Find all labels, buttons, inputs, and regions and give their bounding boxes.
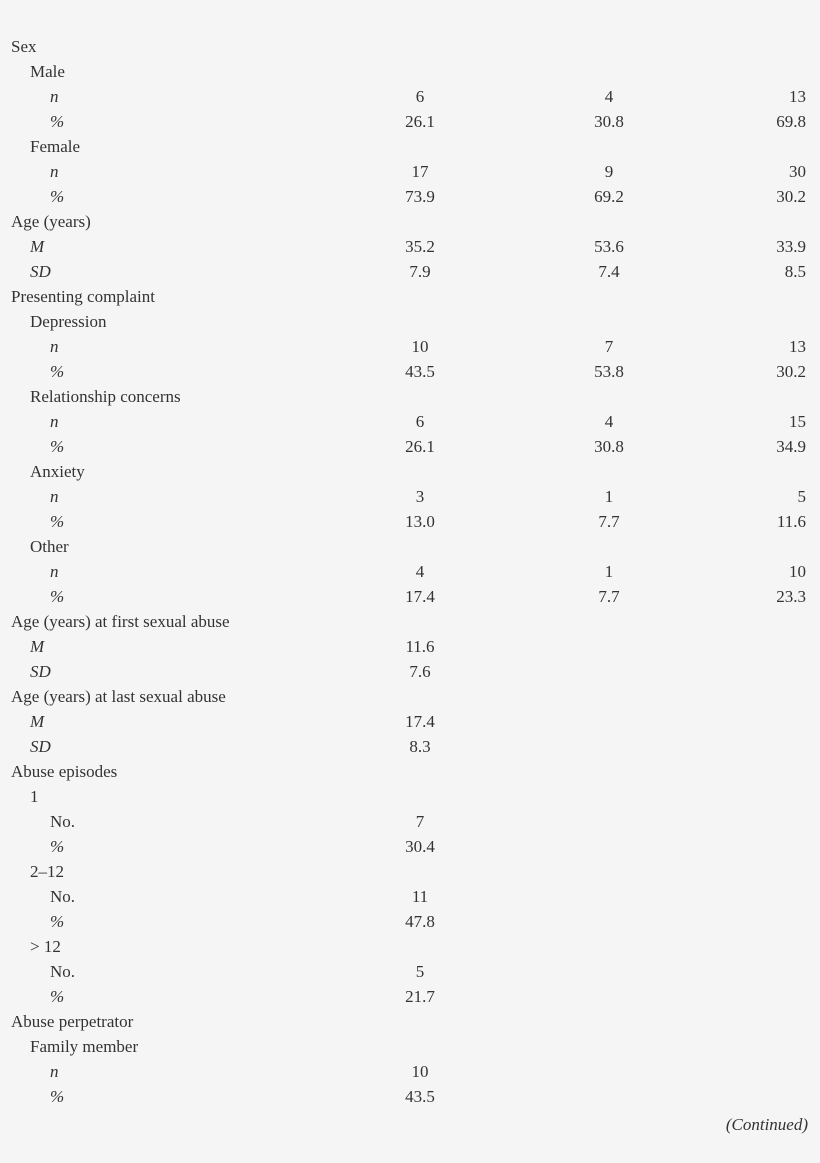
table-cell-c1: 6 — [415, 87, 425, 106]
table-row — [0, 509, 820, 534]
table-row — [0, 1034, 820, 1059]
table-cell-c1: 5 — [415, 962, 425, 981]
table-row — [0, 384, 820, 409]
table-cell-c3: 69.8 — [776, 112, 806, 131]
row-label: No. — [50, 812, 76, 831]
row-label: SD — [30, 262, 51, 281]
table-row — [0, 409, 820, 434]
row-label: Age (years) at last sexual abuse — [11, 687, 226, 706]
table-cell-c3: 5 — [797, 487, 806, 506]
table-cell-c3: 30 — [789, 162, 806, 181]
table-cell-c3: 11.6 — [776, 512, 806, 531]
table-row — [0, 659, 820, 684]
table-cell-c2: 30.8 — [594, 437, 624, 456]
data-table — [0, 34, 820, 1109]
table-row — [0, 534, 820, 559]
table-row — [0, 359, 820, 384]
table-cell-c2: 1 — [604, 487, 614, 506]
table-cell-c1: 17 — [411, 162, 429, 181]
table-row — [0, 884, 820, 909]
table-cell-c1: 43.5 — [405, 1087, 435, 1106]
table-cell-c1: 17.4 — [405, 712, 435, 731]
table-cell-c1: 11.6 — [405, 637, 435, 656]
row-label: > 12 — [30, 937, 61, 956]
table-cell-c1: 7.6 — [409, 662, 431, 681]
table-cell-c1: 11 — [411, 887, 429, 906]
table-cell-c2: 4 — [604, 412, 614, 431]
table-row — [0, 709, 820, 734]
table-row — [0, 209, 820, 234]
table-cell-c1: 30.4 — [405, 837, 435, 856]
table-cell-c3: 10 — [789, 562, 806, 581]
table-cell-c3: 23.3 — [776, 587, 806, 606]
row-label: No. — [50, 887, 76, 906]
row-label: Age (years) at first sexual abuse — [11, 612, 230, 631]
table-row — [0, 834, 820, 859]
row-label: M — [30, 237, 45, 256]
table-row — [0, 284, 820, 309]
table-cell-c3: 13 — [789, 337, 806, 356]
row-label: Male — [30, 62, 65, 81]
table-row — [0, 34, 820, 59]
table-cell-c1: 26.1 — [405, 112, 435, 131]
table-row — [0, 959, 820, 984]
table-row — [0, 584, 820, 609]
row-label: % — [50, 512, 65, 531]
table-cell-c2: 53.8 — [594, 362, 624, 381]
table-cell-c3: 30.2 — [776, 187, 806, 206]
table-row — [0, 84, 820, 109]
table-cell-c1: 17.4 — [405, 587, 435, 606]
table-cell-c1: 6 — [415, 412, 425, 431]
table-row — [0, 459, 820, 484]
table-row — [0, 134, 820, 159]
table-cell-c3: 30.2 — [776, 362, 806, 381]
continued-note: (Continued) — [725, 1115, 808, 1134]
table-cell-c2: 69.2 — [594, 187, 624, 206]
row-label: % — [50, 1087, 65, 1106]
table-cell-c2: 4 — [604, 87, 614, 106]
table-cell-c1: 13.0 — [405, 512, 435, 531]
row-label: Presenting complaint — [11, 287, 156, 306]
table-row — [0, 59, 820, 84]
table-cell-c2: 9 — [604, 162, 614, 181]
table-row — [0, 1084, 820, 1109]
table-cell-c1: 7.9 — [409, 262, 431, 281]
table-cell-c1: 26.1 — [405, 437, 435, 456]
table-row — [0, 184, 820, 209]
table-cell-c2: 53.6 — [594, 237, 624, 256]
table-row — [0, 109, 820, 134]
row-label: n — [50, 162, 59, 181]
table-row — [0, 609, 820, 634]
table-row — [0, 1009, 820, 1034]
row-label: Depression — [30, 312, 107, 331]
table-cell-c1: 73.9 — [405, 187, 435, 206]
row-label: Sex — [11, 37, 37, 56]
row-label: % — [50, 187, 65, 206]
table-row — [0, 234, 820, 259]
table-cell-c1: 7 — [415, 812, 425, 831]
row-label: Family member — [30, 1037, 139, 1056]
table-row — [0, 309, 820, 334]
row-label: % — [50, 837, 65, 856]
table-row — [0, 684, 820, 709]
row-label: n — [50, 87, 59, 106]
row-label: 1 — [30, 787, 39, 806]
table-cell-c3: 34.9 — [776, 437, 806, 456]
table-cell-c1: 3 — [415, 487, 425, 506]
table-cell-c1: 10 — [411, 1062, 429, 1081]
table-row — [0, 784, 820, 809]
row-label: M — [30, 637, 45, 656]
row-label: n — [50, 1062, 59, 1081]
table-cell-c1: 8.3 — [409, 737, 431, 756]
table-row — [0, 559, 820, 584]
row-label: Other — [30, 537, 69, 556]
row-label: SD — [30, 737, 51, 756]
table-row — [0, 859, 820, 884]
table-cell-c2: 7.4 — [598, 262, 620, 281]
row-label: % — [50, 987, 65, 1006]
table-cell-c3: 13 — [789, 87, 806, 106]
table-row — [0, 159, 820, 184]
row-label: n — [50, 562, 59, 581]
table-cell-c3: 15 — [789, 412, 806, 431]
table-cell-c1: 10 — [411, 337, 429, 356]
table-cell-c1: 21.7 — [405, 987, 435, 1006]
table-cell-c1: 4 — [415, 562, 425, 581]
row-label: % — [50, 912, 65, 931]
table-row — [0, 259, 820, 284]
row-label: n — [50, 487, 59, 506]
table-row — [0, 934, 820, 959]
row-label: M — [30, 712, 45, 731]
table-row — [0, 984, 820, 1009]
table-row — [0, 484, 820, 509]
row-label: Age (years) — [11, 212, 91, 231]
table-cell-c2: 1 — [604, 562, 614, 581]
row-label: % — [50, 587, 65, 606]
table-cell-c2: 7.7 — [598, 587, 620, 606]
row-label: Relationship concerns — [30, 387, 181, 406]
table-cell-c2: 7.7 — [598, 512, 620, 531]
table-row — [0, 734, 820, 759]
table-cell-c2: 7 — [604, 337, 614, 356]
row-label: 2–12 — [30, 862, 64, 881]
table-row — [0, 1059, 820, 1084]
row-label: n — [50, 337, 59, 356]
table-cell-c1: 47.8 — [405, 912, 435, 931]
table-row — [0, 909, 820, 934]
row-label: n — [50, 412, 59, 431]
table-row — [0, 809, 820, 834]
row-label: Abuse perpetrator — [11, 1012, 134, 1031]
table-row — [0, 759, 820, 784]
row-label: % — [50, 362, 65, 381]
row-label: Anxiety — [30, 462, 85, 481]
row-label: % — [50, 112, 65, 131]
table-cell-c3: 8.5 — [784, 262, 806, 281]
table-cell-c1: 43.5 — [405, 362, 435, 381]
table-cell-c1: 35.2 — [405, 237, 435, 256]
row-label: Abuse episodes — [11, 762, 118, 781]
table-row — [0, 434, 820, 459]
row-label: No. — [50, 962, 76, 981]
row-label: Female — [30, 137, 81, 156]
table-row — [0, 334, 820, 359]
table-row — [0, 634, 820, 659]
row-label: SD — [30, 662, 51, 681]
table-cell-c3: 33.9 — [776, 237, 806, 256]
table-cell-c2: 30.8 — [594, 112, 624, 131]
row-label: % — [50, 437, 65, 456]
